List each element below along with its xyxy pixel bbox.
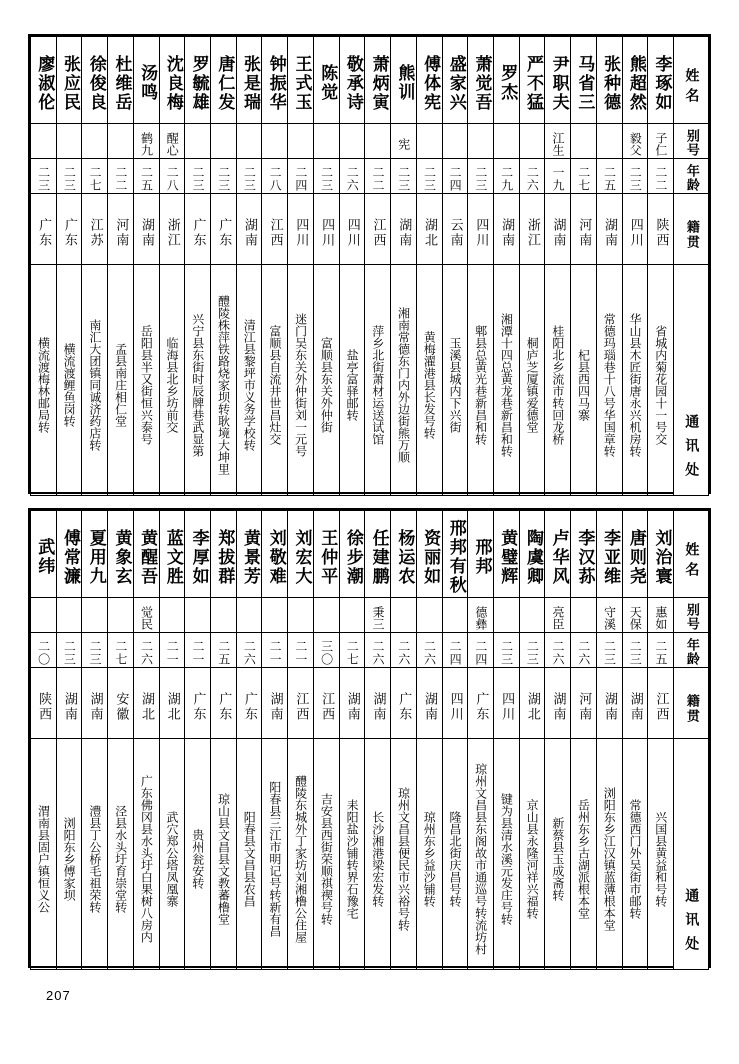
cell-address: 新蔡县玉成斋转	[545, 739, 571, 970]
cell-age: 二三	[391, 159, 417, 194]
cell-name: 熊训	[391, 37, 417, 124]
cell-alias	[313, 124, 339, 159]
cell-address: 横流渡梅林邮局转	[31, 265, 57, 496]
page-number: 207	[46, 988, 71, 1003]
cell-alias	[519, 124, 545, 159]
cell-name: 马省三	[571, 37, 597, 124]
cell-address: 玉溪县城内下兴街	[442, 265, 468, 496]
cell-address: 广东佛冈县水头圩白果树八房内	[133, 739, 159, 970]
cell-address: 阳春县文昌县农昌	[236, 739, 262, 970]
cell-age: 二三	[31, 159, 57, 194]
cell-address: 泾县水头圩育崇堂转	[108, 739, 134, 970]
cell-alias	[442, 598, 468, 633]
cell-name: 尹职夫	[545, 37, 571, 124]
cell-address: 耒阳盐沙铺转界石豫宅	[339, 739, 365, 970]
cell-address: 琼州文昌县便民市兴裕号转	[391, 739, 417, 970]
cell-name: 夏用九	[82, 511, 108, 598]
cell-age: 二二	[365, 159, 391, 194]
table-row-address	[31, 739, 709, 970]
cell-native: 湖南	[596, 194, 622, 265]
cell-alias: 惠如	[648, 598, 674, 633]
cell-native: 广东	[236, 668, 262, 739]
cell-native: 四川	[288, 194, 314, 265]
cell-alias	[56, 598, 82, 633]
cell-native: 湖南	[596, 668, 622, 739]
cell-age: 二三	[211, 159, 237, 194]
cell-native: 湖南	[391, 194, 417, 265]
cell-address: 兴国县黄益和号转	[648, 739, 674, 970]
cell-name: 汤鸣	[133, 37, 159, 124]
cell-age: 二〇	[31, 633, 57, 668]
cell-name: 徐步潮	[339, 511, 365, 598]
cell-alias	[31, 598, 57, 633]
cell-native: 湖南	[365, 668, 391, 739]
cell-address: 盐亭富驿邮转	[339, 265, 365, 496]
cell-native: 江西	[648, 668, 674, 739]
cell-name: 张是瑞	[236, 37, 262, 124]
cell-name: 王式玉	[288, 37, 314, 124]
cell-native: 湖南	[416, 668, 442, 739]
cell-native: 湖北	[519, 668, 545, 739]
cell-address: 阳春县三江市明记号转新有昌	[262, 739, 288, 970]
cell-alias	[442, 124, 468, 159]
cell-native: 四川	[468, 194, 494, 265]
cell-age: 一九	[545, 159, 571, 194]
cell-name: 杨运农	[391, 511, 417, 598]
cell-name: 陶虞卿	[519, 511, 545, 598]
cell-age: 二三	[313, 159, 339, 194]
cell-address: 渭南县固户镇恒义公	[31, 739, 57, 970]
cell-native: 江西	[288, 668, 314, 739]
cell-age: 二三	[622, 633, 648, 668]
cell-age: 二四	[468, 633, 494, 668]
cell-native: 广东	[211, 194, 237, 265]
cell-age: 二五	[211, 633, 237, 668]
cell-age: 二三	[56, 633, 82, 668]
cell-address: 迷门吴东关外仲街刘一元号	[288, 265, 314, 496]
cell-native: 湖南	[493, 194, 519, 265]
cell-native: 广东	[211, 668, 237, 739]
cell-native: 陕西	[31, 668, 57, 739]
row-label-age: 年龄	[674, 159, 709, 194]
cell-name: 任建鹏	[365, 511, 391, 598]
cell-name: 张应民	[56, 37, 82, 124]
cell-age: 二六	[236, 633, 262, 668]
cell-alias	[571, 124, 597, 159]
cell-name: 刘敬难	[262, 511, 288, 598]
cell-alias	[211, 124, 237, 159]
cell-name: 钟振华	[262, 37, 288, 124]
row-label-alias: 别号	[674, 124, 709, 159]
cell-native: 四川	[493, 668, 519, 739]
cell-address: 黄梅濯港县长发号转	[416, 265, 442, 496]
cell-address: 萍乡北街萧材运送试馆	[365, 265, 391, 496]
cell-age: 二一	[185, 633, 211, 668]
cell-name: 陈觉	[313, 37, 339, 124]
cell-alias	[339, 124, 365, 159]
cell-alias	[365, 124, 391, 159]
cell-alias	[56, 124, 82, 159]
cell-alias: 觉民	[133, 598, 159, 633]
cell-age: 二四	[442, 159, 468, 194]
cell-age: 二三	[596, 633, 622, 668]
cell-native: 湖南	[545, 668, 571, 739]
cell-native: 河南	[571, 668, 597, 739]
cell-age: 二七	[571, 159, 597, 194]
table-row-name	[31, 37, 709, 124]
cell-alias: 江生	[545, 124, 571, 159]
cell-name: 卢华风	[545, 511, 571, 598]
table-row-address	[31, 265, 709, 496]
cell-alias	[288, 598, 314, 633]
cell-name: 罗毓雄	[185, 37, 211, 124]
cell-alias	[416, 124, 442, 159]
cell-name: 黄璧辉	[493, 511, 519, 598]
cell-native: 四川	[622, 194, 648, 265]
cell-address: 临海县北乡坊前交	[159, 265, 185, 496]
cell-native: 湖南	[339, 668, 365, 739]
cell-native: 广东	[56, 194, 82, 265]
cell-alias	[416, 598, 442, 633]
cell-native: 浙江	[159, 194, 185, 265]
cell-age: 二四	[288, 159, 314, 194]
registry-table	[30, 36, 709, 496]
cell-native: 湖北	[416, 194, 442, 265]
cell-alias: 德彝	[468, 598, 494, 633]
cell-address: 贵州瓮安转	[185, 739, 211, 970]
row-label-native: 籍贯	[674, 668, 709, 739]
cell-alias	[262, 124, 288, 159]
cell-native: 江西	[262, 194, 288, 265]
cell-native: 广东	[185, 194, 211, 265]
cell-alias	[108, 124, 134, 159]
cell-native: 湖北	[159, 668, 185, 739]
cell-name: 傅体宪	[416, 37, 442, 124]
table-row-native	[31, 194, 709, 265]
cell-native: 广东	[391, 668, 417, 739]
cell-age: 二三	[236, 159, 262, 194]
cell-address: 清江县黎坪市义务学校转	[236, 265, 262, 496]
cell-name: 萧觉吾	[468, 37, 494, 124]
cell-alias	[31, 124, 57, 159]
cell-address: 浏阳东乡傅家坝	[56, 739, 82, 970]
cell-age: 二六	[133, 633, 159, 668]
cell-address: 桐庐芝厦镇爱德堂	[519, 265, 545, 496]
cell-age: 二四	[442, 633, 468, 668]
cell-age: 二一	[159, 633, 185, 668]
cell-age: 二二	[648, 159, 674, 194]
cell-name: 黄象玄	[108, 511, 134, 598]
registry-table-top	[28, 34, 711, 494]
cell-address: 浏阳东乡江汉镇蓝薄根本堂	[596, 739, 622, 970]
row-label-name: 姓名	[674, 37, 709, 124]
cell-address: 澧县丁公桥毛祖荣转	[82, 739, 108, 970]
cell-age: 二五	[648, 633, 674, 668]
cell-age: 二五	[133, 159, 159, 194]
cell-address: 桂阳北乡流市转回龙桥	[545, 265, 571, 496]
row-label-name: 姓名	[674, 511, 709, 598]
cell-alias	[288, 124, 314, 159]
cell-age: 二八	[159, 159, 185, 194]
cell-address: 常德玛瑙巷十八号华国章转	[596, 265, 622, 496]
cell-native: 陕西	[648, 194, 674, 265]
cell-age: 二三	[185, 159, 211, 194]
cell-native: 湖北	[133, 668, 159, 739]
cell-address: 华山县木匠街唐永兴机房转	[622, 265, 648, 496]
cell-name: 资丽如	[416, 511, 442, 598]
cell-age: 二七	[339, 633, 365, 668]
table-row-name	[31, 511, 709, 598]
cell-address: 键为县清水溪元发庄号转	[493, 739, 519, 970]
cell-address: 横流渡鲤鱼岗转	[56, 265, 82, 496]
cell-age: 二六	[365, 633, 391, 668]
cell-name: 傅常濂	[56, 511, 82, 598]
cell-name: 敬承诗	[339, 37, 365, 124]
cell-name: 沈良梅	[159, 37, 185, 124]
cell-native: 河南	[108, 194, 134, 265]
cell-address: 岳阳县半又街恒兴泰号	[133, 265, 159, 496]
cell-name: 廖淑伦	[31, 37, 57, 124]
cell-alias	[391, 598, 417, 633]
cell-name: 郑拔群	[211, 511, 237, 598]
cell-address: 常德西门外吴街市邮转	[622, 739, 648, 970]
cell-age: 二三	[519, 633, 545, 668]
cell-name: 黄景芳	[236, 511, 262, 598]
cell-age: 二三	[82, 633, 108, 668]
cell-age: 二六	[571, 633, 597, 668]
cell-address: 隆昌北街庆昌号转	[442, 739, 468, 970]
cell-alias: 天保	[622, 598, 648, 633]
cell-native: 江西	[313, 668, 339, 739]
cell-age: 二六	[519, 159, 545, 194]
cell-name: 萧炳寅	[365, 37, 391, 124]
cell-native: 四川	[339, 194, 365, 265]
cell-native: 湖南	[56, 668, 82, 739]
cell-alias	[519, 598, 545, 633]
cell-age: 二五	[596, 159, 622, 194]
cell-address: 孟县南庄相仁堂	[108, 265, 134, 496]
cell-address: 醴陵株萍铁路烧家坝转耿境大坤里	[211, 265, 237, 496]
cell-alias	[596, 124, 622, 159]
cell-name: 刘治寰	[648, 511, 674, 598]
cell-native: 湖南	[236, 194, 262, 265]
cell-address: 湘南常德东门内外边街熊万顺	[391, 265, 417, 496]
cell-name: 熊超然	[622, 37, 648, 124]
cell-address: 武穴郑公塔凤凰寨	[159, 739, 185, 970]
cell-age: 二三	[468, 159, 494, 194]
cell-name: 蓝文胜	[159, 511, 185, 598]
cell-age: 二二	[108, 159, 134, 194]
cell-alias	[185, 124, 211, 159]
cell-name: 严不猛	[519, 37, 545, 124]
cell-native: 湖南	[133, 194, 159, 265]
cell-alias: 秉三	[365, 598, 391, 633]
cell-age: 二三	[416, 159, 442, 194]
cell-address: 琼州东乡益沙铺转	[416, 739, 442, 970]
cell-native: 四川	[442, 668, 468, 739]
cell-address: 醴陵东城外丁家坊刘湘橹公住屋	[288, 739, 314, 970]
cell-name: 王仲平	[313, 511, 339, 598]
cell-alias: 宪	[391, 124, 417, 159]
cell-name: 邢邦有秋	[442, 511, 468, 598]
cell-native: 湖南	[545, 194, 571, 265]
row-label-native: 籍贯	[674, 194, 709, 265]
table-row-alias	[31, 124, 709, 159]
cell-native: 广东	[185, 668, 211, 739]
cell-name: 李亚维	[596, 511, 622, 598]
cell-native: 安徽	[108, 668, 134, 739]
cell-native: 四川	[313, 194, 339, 265]
cell-alias	[185, 598, 211, 633]
row-label-address: 通讯处	[674, 265, 709, 496]
cell-alias	[159, 598, 185, 633]
cell-name: 李厚如	[185, 511, 211, 598]
cell-address: 富顺县自流井世昌灶交	[262, 265, 288, 496]
cell-alias	[493, 124, 519, 159]
cell-alias	[339, 598, 365, 633]
cell-native: 湖南	[262, 668, 288, 739]
cell-native: 江西	[365, 194, 391, 265]
cell-address: 长沙湘港梁宏发转	[365, 739, 391, 970]
cell-address: 湘潭十四总黄龙巷新昌和转	[493, 265, 519, 496]
cell-alias: 子仁	[648, 124, 674, 159]
cell-age: 二六	[339, 159, 365, 194]
cell-alias	[468, 124, 494, 159]
cell-alias	[571, 598, 597, 633]
cell-alias	[82, 124, 108, 159]
cell-name: 李琢如	[648, 37, 674, 124]
cell-native: 浙江	[519, 194, 545, 265]
cell-alias: 亮臣	[545, 598, 571, 633]
cell-name: 刘宏大	[288, 511, 314, 598]
cell-alias	[236, 598, 262, 633]
cell-native: 广东	[468, 668, 494, 739]
cell-alias	[313, 598, 339, 633]
cell-age: 三〇	[313, 633, 339, 668]
row-label-address: 通讯处	[674, 739, 709, 970]
cell-alias: 守溪	[596, 598, 622, 633]
cell-age: 二一	[288, 633, 314, 668]
table-row-native	[31, 668, 709, 739]
cell-alias	[493, 598, 519, 633]
cell-age: 二三	[56, 159, 82, 194]
cell-alias	[108, 598, 134, 633]
cell-address: 富顺县东关外仲街	[313, 265, 339, 496]
cell-age: 二六	[391, 633, 417, 668]
cell-alias: 醒心	[159, 124, 185, 159]
cell-alias	[211, 598, 237, 633]
cell-native: 湖南	[622, 668, 648, 739]
cell-name: 张种德	[596, 37, 622, 124]
cell-name: 唐仁发	[211, 37, 237, 124]
cell-age: 二七	[82, 159, 108, 194]
cell-age: 二一	[262, 633, 288, 668]
cell-address: 琼州文昌县东阁故市通巡号转流坊村	[468, 739, 494, 970]
cell-address: 南汇大团镇同诚济药店转	[82, 265, 108, 496]
cell-address: 吉安县西街荣顺祺禊号转	[313, 739, 339, 970]
cell-alias	[262, 598, 288, 633]
registry-table-bottom	[28, 508, 711, 968]
cell-name: 邢邦	[468, 511, 494, 598]
cell-alias: 毅父	[622, 124, 648, 159]
cell-name: 杜维岳	[108, 37, 134, 124]
cell-name: 黄醒吾	[133, 511, 159, 598]
cell-age: 二七	[108, 633, 134, 668]
cell-name: 武纬	[31, 511, 57, 598]
cell-age: 二六	[545, 633, 571, 668]
cell-address: 岳州东乡古湖派根本堂	[571, 739, 597, 970]
registry-table	[30, 510, 709, 970]
cell-name: 唐则尧	[622, 511, 648, 598]
table-row-age	[31, 159, 709, 194]
cell-native: 湖南	[82, 668, 108, 739]
cell-address: 杞县西四马寨	[571, 265, 597, 496]
cell-address: 京山县永隆河祥兴福转	[519, 739, 545, 970]
cell-age: 二三	[622, 159, 648, 194]
cell-age: 二九	[493, 159, 519, 194]
cell-address: 兴宁县东街时辰牌巷武显第	[185, 265, 211, 496]
cell-address: 省城内菊花园十一号交	[648, 265, 674, 496]
cell-address: 琼山县文昌县文教蕃橹堂	[211, 739, 237, 970]
table-row-alias	[31, 598, 709, 633]
cell-age: 二八	[262, 159, 288, 194]
cell-native: 河南	[571, 194, 597, 265]
cell-age: 二三	[493, 633, 519, 668]
cell-alias	[236, 124, 262, 159]
cell-native: 云南	[442, 194, 468, 265]
cell-address: 郫县总黄光巷新昌和转	[468, 265, 494, 496]
row-label-age: 年龄	[674, 633, 709, 668]
cell-native: 广东	[31, 194, 57, 265]
cell-name: 徐俊良	[82, 37, 108, 124]
cell-alias: 鹤九	[133, 124, 159, 159]
cell-native: 江苏	[82, 194, 108, 265]
cell-name: 李汉荪	[571, 511, 597, 598]
cell-alias	[82, 598, 108, 633]
cell-age: 二六	[416, 633, 442, 668]
cell-name: 罗杰	[493, 37, 519, 124]
cell-name: 盛家兴	[442, 37, 468, 124]
row-label-alias: 别号	[674, 598, 709, 633]
table-row-age	[31, 633, 709, 668]
